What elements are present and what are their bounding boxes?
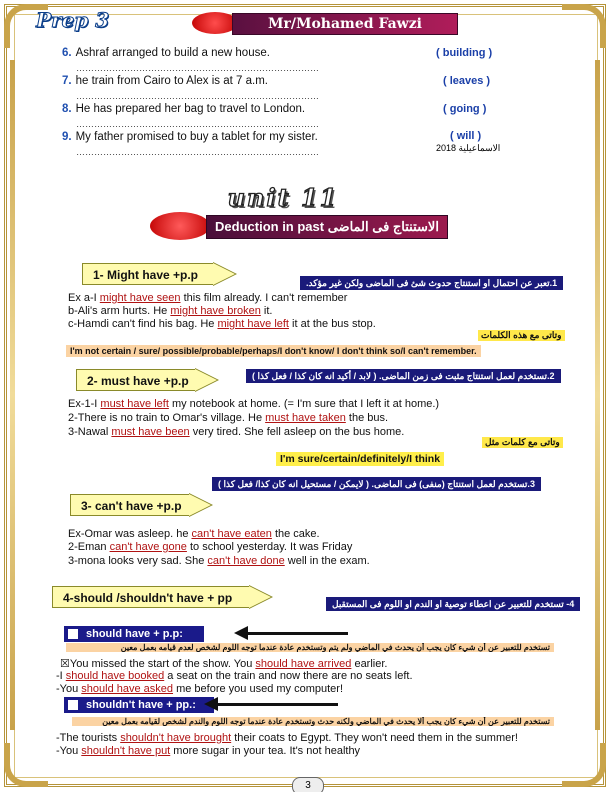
example-text: it at the bus stop. bbox=[289, 318, 376, 330]
example-text: -The tourists bbox=[56, 732, 121, 744]
example-text: my notebook at home. (= I'm sure that I left it at home.) bbox=[168, 398, 440, 410]
example-highlight: should have booked bbox=[65, 670, 165, 682]
example-text: Ex-1-I bbox=[68, 398, 101, 410]
example-text: the bus. bbox=[345, 412, 389, 424]
example-highlight: shouldn't have brought bbox=[120, 732, 232, 744]
answer-dots: ……………………………………………………………………… bbox=[76, 63, 319, 73]
example-line bbox=[56, 670, 413, 682]
example-text: earlier. bbox=[351, 658, 388, 670]
question-answer: ( leaves ) bbox=[443, 75, 491, 87]
example-line bbox=[68, 555, 370, 567]
side-border bbox=[595, 60, 600, 730]
question-number: 9. bbox=[62, 131, 72, 143]
exam-source: الاسماعيلية 2018 bbox=[436, 143, 501, 153]
unit-title: unit 11 bbox=[227, 183, 339, 212]
keywords-heading: وتاتى مع كلمات مثل bbox=[482, 437, 563, 448]
example-text: it. bbox=[260, 305, 273, 317]
example-highlight: can't have gone bbox=[109, 541, 187, 553]
example-text: 2-There is no train to Omar's village. He bbox=[68, 412, 266, 424]
shouldnt-have-heading bbox=[64, 697, 214, 713]
example-text: to school yesterday. It was Friday bbox=[186, 541, 353, 553]
example-text: -You bbox=[56, 745, 82, 757]
question-text: He has prepared her bag to travel to London. bbox=[75, 103, 306, 115]
example-line bbox=[68, 541, 352, 553]
example-text: their coats to Egypt. They won't need them in the summer! bbox=[231, 732, 518, 744]
question-text: Ashraf arranged to build a new house. bbox=[75, 47, 270, 59]
example-text: -I bbox=[56, 670, 66, 682]
question-text: he train from Cairo to Alex is at 7 a.m. bbox=[75, 75, 268, 87]
example-text: -You bbox=[56, 683, 82, 695]
shouldnt-have-arabic-note: تستخدم للتعبير عن أن شيء كان يجب ألا يحدث في الماضي ولكنه حدث وتستخدم عادة عندما توجه اللوم والندم لشخص لقيامه بعمل معين bbox=[72, 717, 554, 726]
example-highlight: must have been bbox=[111, 426, 190, 438]
arrow-icon bbox=[218, 703, 338, 706]
keywords-heading: وتاتى مع هذه الكلمات bbox=[478, 330, 565, 341]
example-text: 3-mona looks very sad. She bbox=[68, 555, 208, 567]
example-text: me before you used my computer! bbox=[173, 683, 343, 695]
example-line bbox=[60, 657, 387, 670]
checkbox-icon: ☒ bbox=[60, 658, 70, 670]
teacher-name: Mr/Mohamed Fawzi bbox=[232, 13, 458, 35]
corner-ornament bbox=[562, 743, 606, 787]
example-text: Ex-Omar was asleep. he bbox=[68, 528, 192, 540]
section-cant-have-arabic: 3.تستخدم لعمل استنتاج (منفى) فى الماضى. ( لايمكن / مستحيل انه كان كذا/ فعل كذا ) bbox=[212, 477, 541, 491]
example-highlight: must have taken bbox=[265, 412, 346, 424]
example-text: more sugar in your tea. It's not healthy bbox=[170, 745, 361, 757]
example-line bbox=[56, 732, 518, 744]
question-8 bbox=[62, 103, 305, 115]
arrow-icon bbox=[248, 632, 348, 635]
example-highlight: shouldn't have put bbox=[81, 745, 171, 757]
example-highlight: must have left bbox=[100, 398, 169, 410]
section-must-have-arabic: 2.تستخدم لعمل استنتاج مثبت فى زمن الماضى. ( لابد / أكيد انه كان كذا / فعل كذا ) bbox=[246, 369, 561, 383]
should-have-arabic-note: تستخدم للتعبير عن أن شيء كان يجب أن يحدث في الماضي ولم يتم وتستخدم عادة عندما توجه اللوم لشخص لعدم قيامه بعمل معين bbox=[66, 643, 554, 652]
section-might-have-arabic: 1.تعبر عن احتمال او استنتاج حدوث شئ فى الماضى ولكن غير مؤكد. bbox=[300, 276, 563, 290]
section-cant-have-label: 3- can't have +p.p bbox=[70, 494, 190, 516]
example-line bbox=[68, 292, 347, 304]
question-number: 6. bbox=[62, 47, 72, 59]
question-answer: ( will ) bbox=[450, 130, 482, 142]
example-text: You missed the start of the show. You bbox=[69, 658, 256, 670]
answer-dots: ……………………………………………………………………… bbox=[76, 119, 319, 129]
keywords-list: I'm sure/certain/definitely/I think bbox=[276, 452, 444, 466]
example-text: very tired. She fell asleep on the bus home. bbox=[189, 426, 405, 438]
question-7 bbox=[62, 75, 268, 87]
example-line bbox=[68, 426, 404, 438]
bullet-icon bbox=[68, 700, 78, 710]
example-text: the cake. bbox=[271, 528, 320, 540]
example-highlight: can't have done bbox=[207, 555, 285, 567]
example-line bbox=[68, 398, 439, 410]
example-text: 3-Nawal bbox=[68, 426, 112, 438]
example-text: 2-Eman bbox=[68, 541, 110, 553]
grade-label: Prep 3 bbox=[36, 8, 110, 32]
example-highlight: might have broken bbox=[170, 305, 261, 317]
page-number: 3 bbox=[292, 777, 324, 792]
should-have-heading-text: should have + p.p: bbox=[86, 628, 183, 640]
example-line bbox=[68, 528, 320, 540]
question-number: 8. bbox=[62, 103, 72, 115]
example-highlight: should have arrived bbox=[255, 658, 352, 670]
answer-dots: ……………………………………………………………………… bbox=[76, 147, 319, 157]
question-number: 7. bbox=[62, 75, 72, 87]
example-highlight: can't have eaten bbox=[191, 528, 272, 540]
question-6 bbox=[62, 47, 270, 59]
side-border bbox=[10, 60, 15, 730]
question-text: My father promised to buy a tablet for my sister. bbox=[75, 131, 318, 143]
lesson-title: Deduction in past الاستنتاج فى الماضى bbox=[206, 215, 448, 239]
example-line bbox=[68, 412, 388, 424]
answer-dots: ……………………………………………………………………… bbox=[76, 91, 319, 101]
decorative-blob bbox=[150, 212, 210, 240]
corner-ornament bbox=[562, 4, 606, 48]
example-line bbox=[56, 683, 343, 695]
example-text: b-Ali's arm hurts. He bbox=[68, 305, 171, 317]
corner-ornament bbox=[4, 743, 48, 787]
section-might-have-label: 1- Might have +p.p bbox=[82, 263, 214, 285]
should-have-heading bbox=[64, 626, 204, 642]
example-line bbox=[68, 318, 376, 330]
section-should-have-label: 4-should /shouldn't have + pp bbox=[52, 586, 250, 608]
shouldnt-have-heading-text: shouldn't have + pp.: bbox=[86, 699, 196, 711]
question-9 bbox=[62, 131, 318, 143]
section-should-have-arabic: 4- تستخدم للتعبير عن اعطاء توصية او الندم او اللوم فى المستقبل bbox=[326, 597, 580, 611]
example-text: c-Hamdi can't find his bag. He bbox=[68, 318, 218, 330]
question-answer: ( building ) bbox=[436, 47, 493, 59]
example-text: a seat on the train and now there are no seats left. bbox=[164, 670, 413, 682]
example-line bbox=[56, 745, 360, 757]
section-must-have-label: 2- must have +p.p bbox=[76, 369, 196, 391]
example-text: this film already. I can't remember bbox=[180, 292, 348, 304]
example-highlight: might have seen bbox=[99, 292, 181, 304]
example-highlight: should have asked bbox=[81, 683, 174, 695]
question-answer: ( going ) bbox=[443, 103, 487, 115]
keywords-list: I'm not certain / sure/ possible/probable/perhaps/I don't know/ I don't think so/I can't remember. bbox=[66, 345, 481, 357]
example-highlight: might have left bbox=[217, 318, 289, 330]
bullet-icon bbox=[68, 629, 78, 639]
example-text: well in the exam. bbox=[284, 555, 370, 567]
example-text: Ex a-I bbox=[68, 292, 100, 304]
example-line bbox=[68, 305, 272, 317]
